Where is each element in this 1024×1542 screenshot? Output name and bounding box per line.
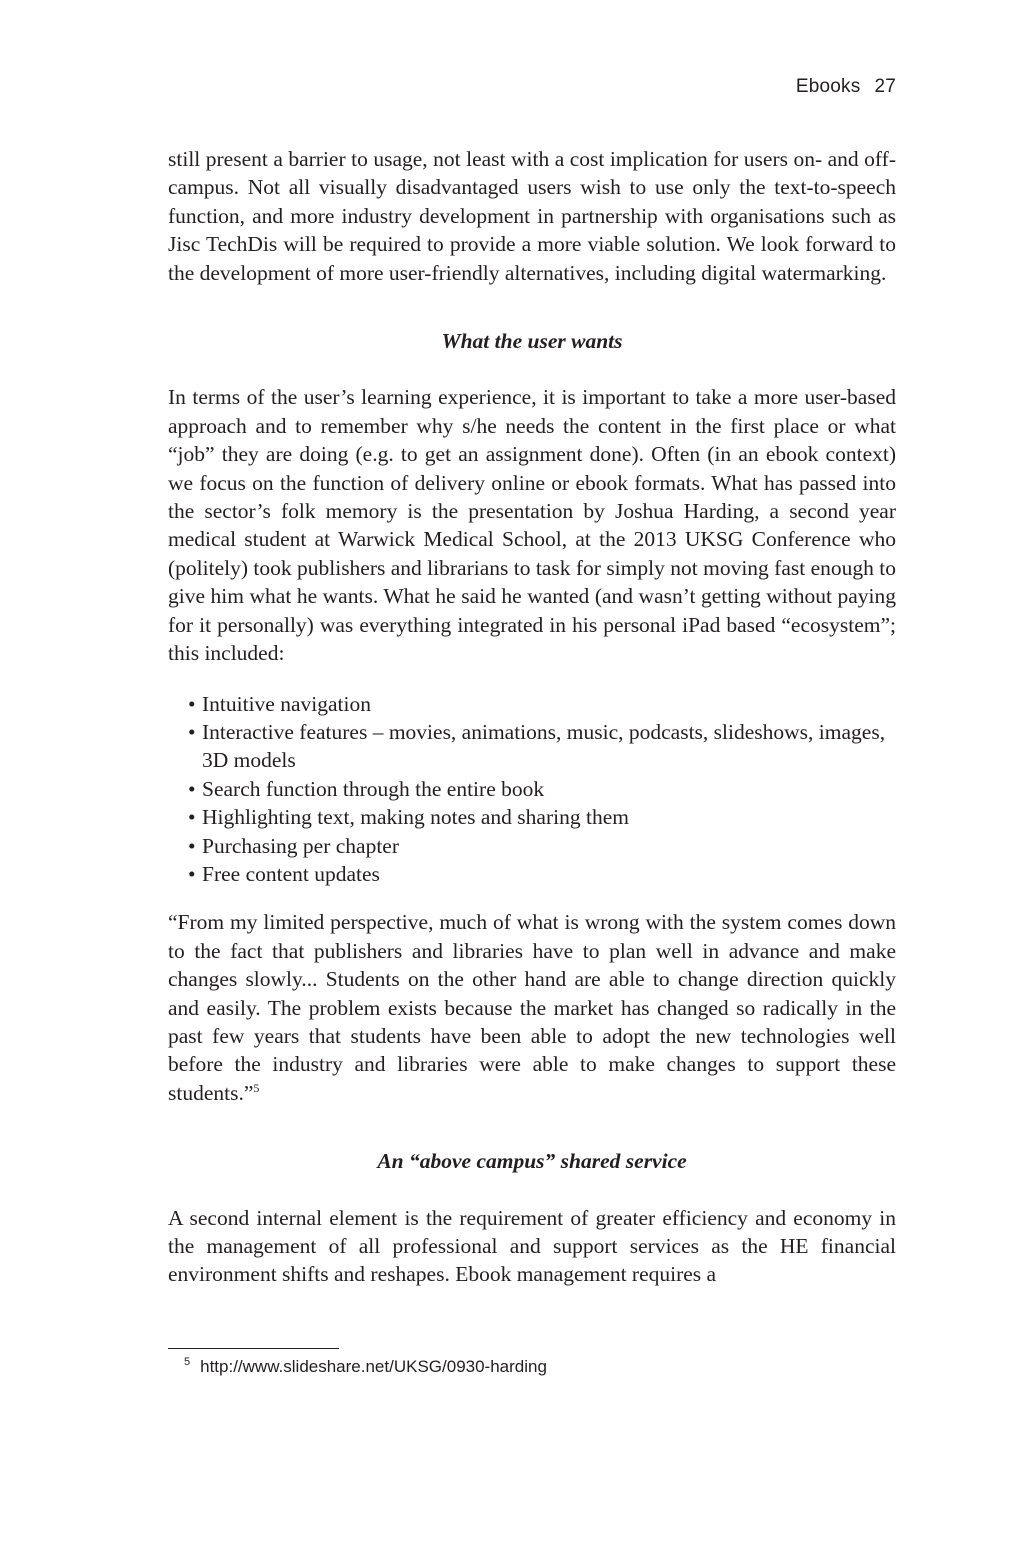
- section-heading-what-user-wants: What the user wants: [441, 329, 623, 354]
- paragraph-quote: [168, 908, 896, 1107]
- list-item: • Interactive features – movies, animations, music, podcasts, slideshows, images, 3D models: [192, 718, 896, 775]
- running-head-title: Ebooks: [795, 76, 861, 97]
- paragraph-shared-service: A second internal element is the requirement of greater efficiency and economy in the management of all professional and support services as the HE financial environment shifts and reshapes. Ebook management requires a: [168, 1205, 896, 1287]
- quote-text: “From my limited perspective, much of what is wrong with the system comes down to the fact that publishers and libraries have to plan well in advance and make changes slowly... Students on the other hand are able to change direction quickly and easily. The problem exists because the market has changed so radically in the past few years that students have been able to adopt the new technologies well before the industry and libraries were able to make changes to support these students.”: [168, 910, 896, 1105]
- list-item: • Purchasing per chapter: [192, 832, 896, 860]
- running-head: [796, 76, 896, 98]
- paragraph-user-wants: In terms of the user’s learning experience, it is important to take a more user-based approach and to remember why s/he needs the content in the first place or what “job” they are doing (e.g. to get an assignment done). Often (in an ebook context) we focus on the function of delivery online or ebook formats. What has passed into the sector’s folk memory is the presentation by Joshua Harding, a second year medical student at Warwick Medical School, at the 2013 UKSG Conference who (politely) took publishers and librarians to task for simply not moving fast enough to give him what he wants. What he said he wanted (and wasn’t getting without paying for it personally) was everything integrated in his personal iPad based “ecosystem”; this included:: [168, 385, 896, 666]
- main-text: [168, 145, 896, 1289]
- list-item: • Search function through the entire book: [192, 775, 896, 803]
- footnote-link[interactable]: http://www.slideshare.net/UKSG/0930-harding: [200, 1357, 547, 1376]
- paragraph-intro: still present a barrier to usage, not least with a cost implication for users on- and off-campus. Not all visually disadvantaged users wish to use only the text-to-speech function, and more industry development in partnership with organisations such as Jisc TechDis will be required to provide a more viable solution. We look forward to the development of more user-friendly alternatives, including digital watermarking.: [168, 147, 896, 285]
- list-item: • Intuitive navigation: [192, 690, 896, 718]
- footnote-rule: [168, 1348, 339, 1349]
- footnote-reference[interactable]: 5: [253, 1080, 260, 1095]
- list-item: • Free content updates: [192, 860, 896, 888]
- footnote-mark: 5: [184, 1356, 191, 1368]
- features-list: [168, 690, 896, 889]
- section-heading-above-campus: An “above campus” shared service: [377, 1149, 687, 1174]
- page-number: 27: [874, 76, 896, 97]
- footnote: [184, 1356, 547, 1377]
- list-item: • Highlighting text, making notes and sharing them: [192, 803, 896, 831]
